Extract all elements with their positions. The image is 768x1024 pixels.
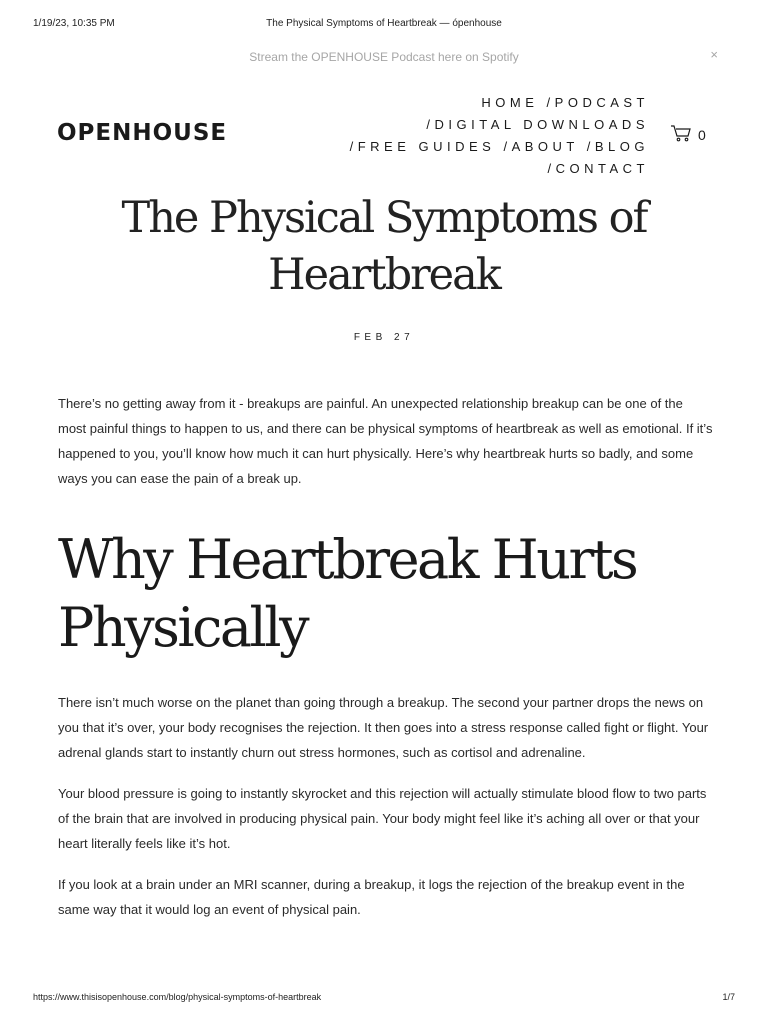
print-url: https://www.thisisopenhouse.com/blog/physical-symptoms-of-heartbreak bbox=[33, 992, 322, 1002]
announcement-link[interactable]: Stream the OPENHOUSE Podcast here on Spotify bbox=[249, 50, 519, 64]
section-heading: Why Heartbreak Hurts Physically bbox=[58, 528, 637, 659]
print-datetime: 1/19/23, 10:35 PM bbox=[33, 18, 115, 29]
print-page-title: The Physical Symptoms of Heartbreak — ópenhouse bbox=[266, 18, 502, 29]
paragraph-text: There’s no getting away from it - breakups are painful. An unexpected relationship breakup can be one of the most painful things to happen to us, and there can be physical symptoms of heartbreak as well as emotional. If it’s happened to you, you’ll know how much it can hurt physically. Here’s why heartbreak hurts so badly, and some ways you can ease the pain of a break up. bbox=[58, 396, 713, 486]
article-body bbox=[58, 690, 714, 922]
print-footer bbox=[33, 992, 735, 1006]
print-header bbox=[33, 18, 735, 32]
nav-separator: / bbox=[349, 139, 358, 154]
paragraph: If you look at a brain under an MRI scanner, during a breakup, it logs the rejection of the breakup event in the same way that it would log an event of physical pain. bbox=[58, 877, 685, 917]
nav-free-guides[interactable]: FREE GUIDES bbox=[357, 139, 496, 154]
cart-icon bbox=[670, 124, 692, 145]
post-date: FEB 27 bbox=[353, 332, 415, 343]
nav-podcast[interactable]: PODCAST bbox=[554, 95, 649, 110]
intro-paragraph bbox=[58, 391, 714, 491]
nav-digital-downloads[interactable]: DIGITAL DOWNLOADS bbox=[434, 117, 649, 132]
cart-button[interactable] bbox=[670, 124, 706, 145]
page-title: The Physical Symptoms of Heartbreak bbox=[121, 193, 647, 300]
nav-about[interactable]: ABOUT bbox=[511, 139, 579, 154]
nav-separator: / bbox=[503, 139, 512, 154]
nav-separator: / bbox=[546, 95, 555, 110]
print-page-number: 1/7 bbox=[722, 992, 735, 1002]
nav-separator: / bbox=[547, 161, 556, 176]
announcement-bar[interactable] bbox=[0, 50, 768, 64]
main-nav bbox=[269, 92, 649, 180]
nav-home[interactable]: HOME bbox=[481, 95, 539, 110]
nav-blog[interactable]: BLOG bbox=[594, 139, 649, 154]
cart-count: 0 bbox=[698, 126, 706, 143]
nav-contact[interactable]: CONTACT bbox=[555, 161, 649, 176]
site-logo[interactable]: OPENHOUSE bbox=[57, 120, 228, 146]
nav-separator: / bbox=[426, 117, 435, 132]
close-icon[interactable]: × bbox=[710, 47, 718, 62]
paragraph: There isn’t much worse on the planet than going through a breakup. The second your partner drops the news on you that it’s over, your body recognises the rejection. It then goes into a stress response called fight or flight. Your adrenal glands start to instantly churn out stress hormones, such as cortisol and adrenaline. bbox=[58, 695, 709, 760]
nav-separator: / bbox=[586, 139, 595, 154]
paragraph: Your blood pressure is going to instantly skyrocket and this rejection will actually stimulate blood flow to two parts of the brain that are involved in producing physical pain. Your body might feel like it’s aching all over or that your heart literally feels like it’s hot. bbox=[58, 786, 707, 851]
